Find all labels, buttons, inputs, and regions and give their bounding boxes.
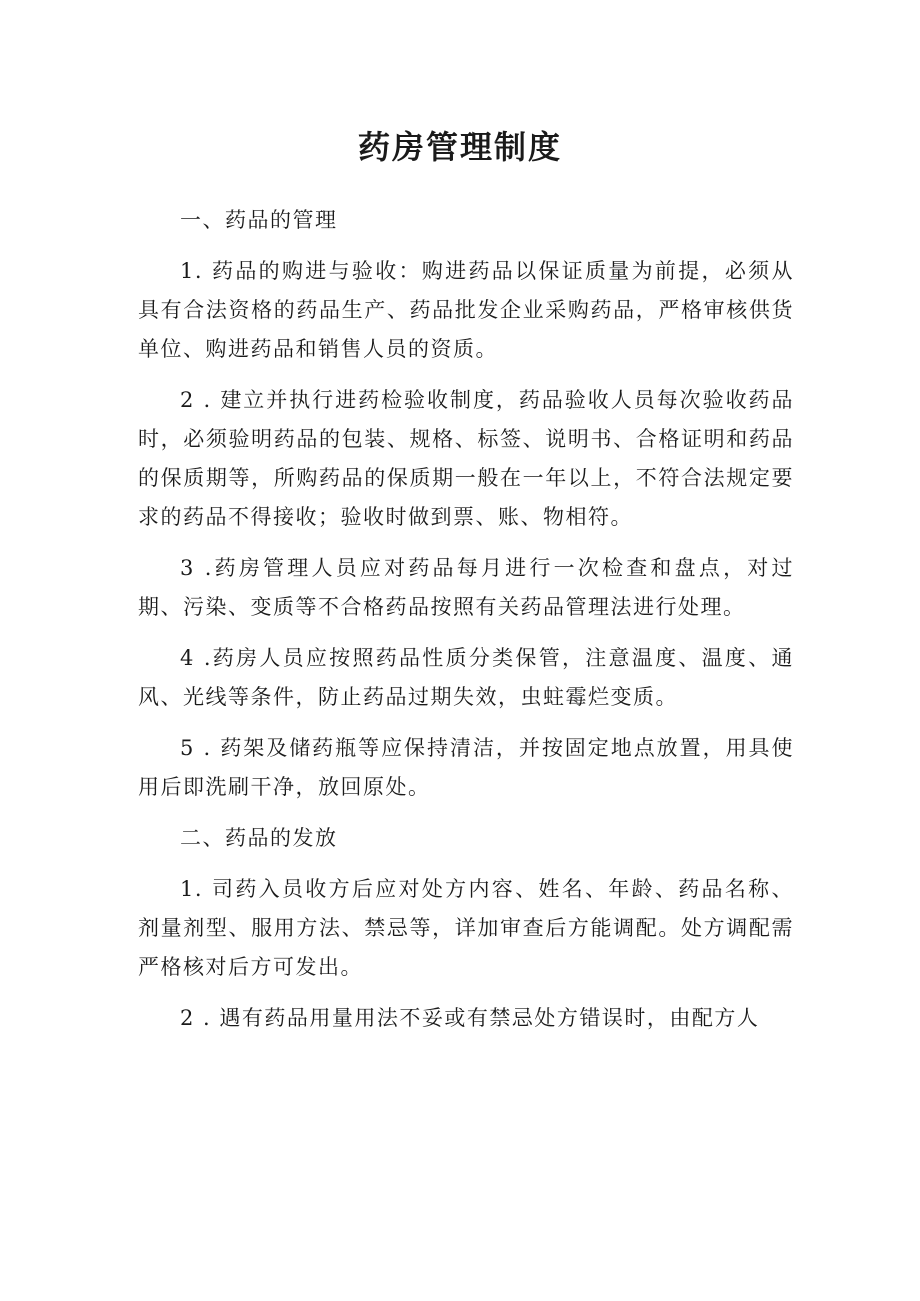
paragraph-item: 4 .药房人员应按照药品性质分类保管，注意温度、温度、通风、光线等条件，防止药品过期失效，虫蛀霉烂变质。 (138, 646, 794, 709)
document-title: 药房管理制度 (357, 128, 562, 166)
section-heading-drug-dispensing: 二、药品的发放 (180, 826, 338, 850)
paragraph-item: 5 . 药架及储药瓶等应保持清洁，并按固定地点放置，用具使用后即洗刷干净，放回原处。 (138, 736, 794, 799)
paragraph-item: 1. 司药入员收方后应对处方内容、姓名、年龄、药品名称、剂量剂型、服用方法、禁忌等，详加审查后方能调配。处方调配需严格核对后方可发出。 (138, 877, 794, 979)
paragraph-item: 2 . 遇有药品用量用法不妥或有禁忌处方错误时，由配方人 (180, 1006, 760, 1030)
paragraph-item: 1. 药品的购进与验收：购进药品以保证质量为前提，必须从具有合法资格的药品生产、药品批发企业采购药品，严格审核供货单位、购进药品和销售人员的资质。 (138, 259, 794, 361)
section-heading-drug-management: 一、药品的管理 (180, 208, 338, 232)
document-body (138, 201, 794, 1050)
paragraph-item: 2 . 建立并执行进药检验收制度，药品验收人员每次验收药品时，必须验明药品的包装、规格、标签、说明书、合格证明和药品的保质期等，所购药品的保质期一般在一年以上，不符合法规定要求的药品不得接收；验收时做到票、账、物相符。 (138, 388, 794, 529)
paragraph-item: 3 .药房管理人员应对药品每月进行一次检查和盘点，对过期、污染、变质等不合格药品按照有关药品管理法进行处理。 (138, 556, 794, 619)
